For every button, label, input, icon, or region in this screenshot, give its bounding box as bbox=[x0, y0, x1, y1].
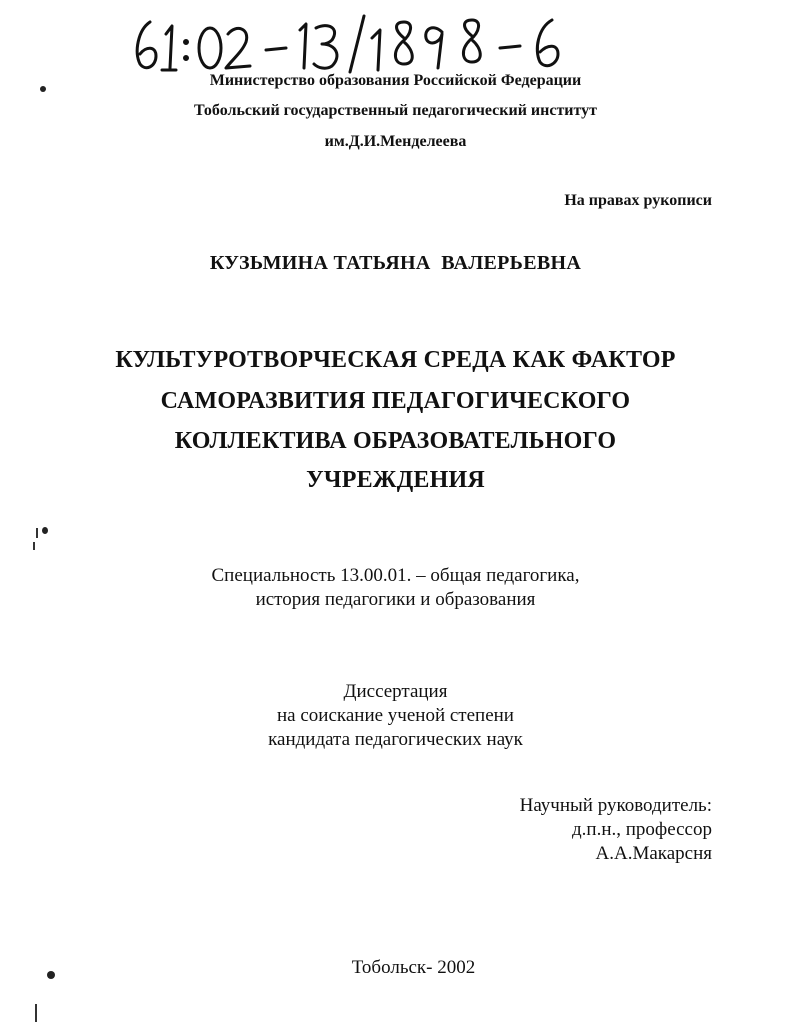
supervisor-name: А.А.Макарсня bbox=[595, 843, 712, 864]
degree-line-3: кандидата педагогических наук bbox=[268, 729, 523, 750]
specialty-line-2: история педагогики и образования bbox=[255, 589, 536, 610]
rights-note: На правах рукописи bbox=[564, 192, 712, 209]
dissertation-title-line-4: УЧРЕЖДЕНИЯ bbox=[306, 467, 485, 493]
ministry-line: Министерство образования Российской Федерации bbox=[209, 72, 582, 89]
scan-speck bbox=[33, 542, 35, 550]
handwritten-archive-mark bbox=[128, 12, 578, 74]
author-name: КУЗЬМИНА ТАТЬЯНА ВАЛЕРЬЕВНА bbox=[209, 252, 582, 274]
scan-speck bbox=[35, 1004, 37, 1022]
supervisor-label: Научный руководитель: bbox=[519, 795, 712, 816]
scan-speck bbox=[36, 528, 38, 538]
degree-line-1: Диссертация bbox=[343, 681, 448, 702]
specialty-line-1: Специальность 13.00.01. – общая педагогика, bbox=[211, 565, 580, 586]
named-after-line: им.Д.И.Менделеева bbox=[324, 133, 467, 150]
supervisor-degree: д.п.н., профессор bbox=[571, 819, 712, 840]
dissertation-title-line-1: КУЛЬТУРОТВОРЧЕСКАЯ СРЕДА КАК ФАКТОР bbox=[115, 347, 676, 373]
place-year: Тобольск- 2002 bbox=[351, 957, 476, 978]
dissertation-title-line-2: САМОРАЗВИТИЯ ПЕДАГОГИЧЕСКОГО bbox=[160, 388, 631, 414]
degree-line-2: на соискание ученой степени bbox=[277, 705, 514, 726]
handwritten-archive-mark-drawing bbox=[128, 12, 578, 74]
scan-speck bbox=[42, 527, 48, 534]
dissertation-title-line-3: КОЛЛЕКТИВА ОБРАЗОВАТЕЛЬНОГО bbox=[174, 428, 617, 454]
institute-line: Тобольский государственный педагогический институт bbox=[193, 102, 598, 119]
